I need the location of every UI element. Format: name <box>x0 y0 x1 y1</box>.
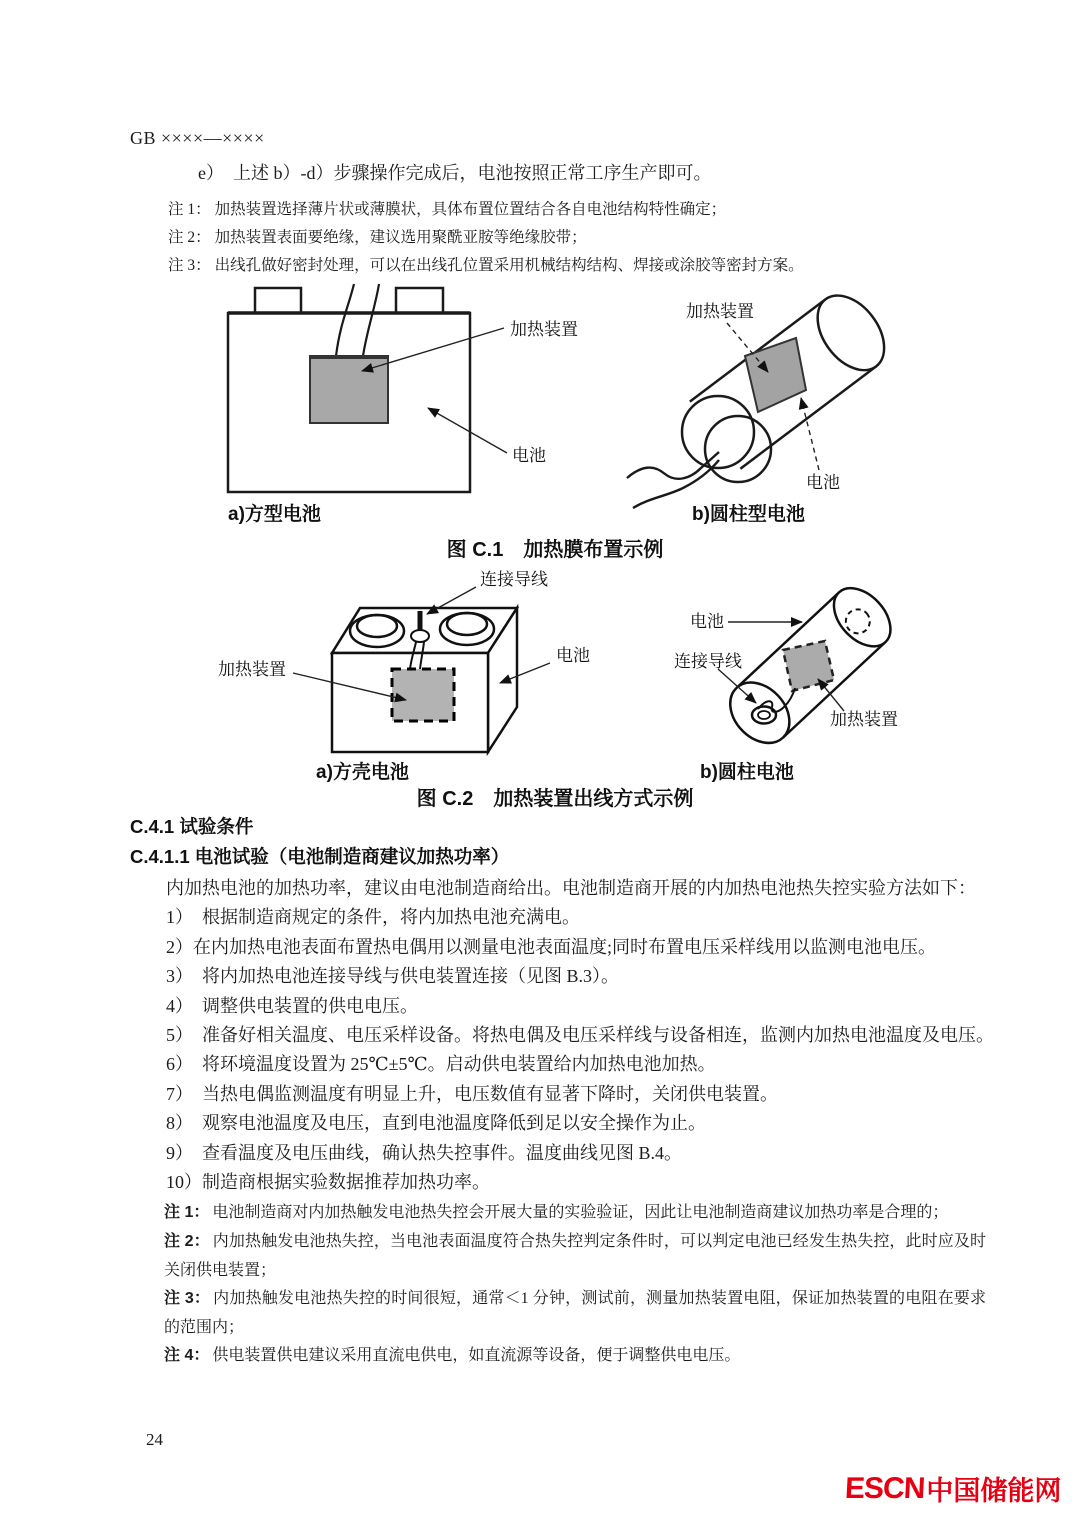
procedure-step: 5） 准备好相关温度、电压采样设备。将热电偶及电压采样线与设备相连，监测内加热电池温度及电压。 <box>166 1025 994 1046</box>
note-line <box>168 224 998 252</box>
note-text: 供电装置供电建议采用直流电供电，如直流源等设备，便于调整供电电压。 <box>212 1347 741 1365</box>
note-label: 注 3： <box>164 1290 211 1308</box>
note-label: 注 3： <box>168 257 211 274</box>
note-text: 加热装置选择薄片状或薄膜状，具体布置位置结合各自电池结构特性确定； <box>214 201 727 218</box>
battery-label: 电池 <box>556 646 590 665</box>
section-intro-paragraph: 内加热电池的加热功率，建议由电池制造商给出。电池制造商开展的内加热电池热失控实验方法如下： <box>166 878 976 898</box>
step-e-paragraph: e） 上述 b）-d）步骤操作完成后，电池按照正常工序生产即可。 <box>198 163 712 183</box>
escn-site-name: 中国储能网 <box>926 1476 1062 1506</box>
procedure-step: 8） 观察电池温度及电压，直到电池温度降低到足以安全操作为止。 <box>166 1113 706 1134</box>
figure-c1 <box>130 272 980 564</box>
heater-label: 加热装置 <box>218 660 286 679</box>
page-number: 24 <box>146 1430 163 1449</box>
heater-label: 加热装置 <box>510 320 578 339</box>
procedure-step: 7） 当热电偶监测温度有明显上升，电压数值有显著下降时，关闭供电装置。 <box>166 1083 778 1104</box>
note-line <box>164 1228 986 1285</box>
escn-watermark-logo <box>845 1469 1061 1508</box>
note-line <box>164 1199 986 1228</box>
figure-c2-caption: 图 C.2 加热装置出线方式示例 <box>416 788 694 810</box>
note-text: 内加热触发电池热失控的时间很短，通常＜1 分钟，测试前，测量加热装置电阻，保证加热装置的电阻在要求的范围内； <box>164 1290 986 1336</box>
note-text: 电池制造商对内加热触发电池热失控会开展大量的实验验证，因此让电池制造商建议加热功率是合理的； <box>212 1204 949 1222</box>
bottom-notes <box>164 1199 986 1371</box>
terminal-tab <box>396 288 443 313</box>
subfigure-a-caption: a)方壳电池 <box>316 762 409 783</box>
heading-c41: C.4.1 试验条件 <box>130 816 254 837</box>
note-label: 注 1： <box>168 201 211 218</box>
heater-patch <box>745 338 806 412</box>
standard-number: GB ××××—×××× <box>130 128 265 148</box>
note-line <box>168 196 998 224</box>
section-c41 <box>130 812 998 1371</box>
heater-label: 加热装置 <box>686 302 754 321</box>
cylinder-end-cap <box>823 577 902 657</box>
wire-label: 连接导线 <box>480 570 548 589</box>
leader-arrow <box>801 398 819 470</box>
note-label: 注 2： <box>168 229 211 246</box>
subfigure-b-caption: b)圆柱型电池 <box>692 504 805 525</box>
note-label: 注 1： <box>164 1204 210 1222</box>
heading-c411: C.4.1.1 电池试验（电池制造商建议加热功率） <box>130 846 510 867</box>
note-label: 注 2： <box>164 1233 210 1251</box>
note-text: 加热装置表面要绝缘，建议选用聚酰亚胺等绝缘胶带； <box>214 229 587 246</box>
note-text: 内加热触发电池热失控，当电池表面温度符合热失控判定条件时，可以判定电池已经发生热失控，此时应及时关闭供电装置； <box>164 1233 986 1279</box>
figure-c1-caption: 图 C.1 加热膜布置示例 <box>446 539 664 561</box>
figure-c2 <box>130 565 980 811</box>
heater-patch-dashed <box>783 641 834 691</box>
top-notes <box>168 196 998 280</box>
procedure-step: 9） 查看温度及电压曲线，确认热失控事件。温度曲线见图 B.4。 <box>166 1142 683 1163</box>
procedure-step: 4） 调整供电装置的供电电压。 <box>166 995 418 1016</box>
cylinder-end-cap <box>804 283 898 383</box>
procedure-step: 1） 根据制造商规定的条件，将内加热电池充满电。 <box>166 907 580 928</box>
escn-logo-text: ESCN <box>844 1471 926 1505</box>
prismatic-battery-drawing <box>228 284 470 492</box>
procedure-step: 6） 将环境温度设置为 25℃±5℃。启动供电装置给内加热电池加热。 <box>166 1054 716 1075</box>
jelly-roll <box>682 396 754 468</box>
note-line <box>164 1342 986 1371</box>
subfigure-a-caption: a)方型电池 <box>228 504 321 525</box>
battery-label: 电池 <box>690 612 724 631</box>
wire-label: 连接导线 <box>674 652 742 671</box>
jelly-roll <box>705 416 771 482</box>
note-label: 注 4： <box>164 1347 210 1365</box>
battery-label: 电池 <box>512 446 546 465</box>
heater-label: 加热装置 <box>830 710 898 729</box>
procedure-step: 3） 将内加热电池连接导线与供电装置连接（见图 B.3）。 <box>166 966 620 987</box>
procedure-step: 10）制造商根据实验数据推荐加热功率。 <box>166 1172 490 1193</box>
subfigure-b-caption: b)圆柱电池 <box>700 762 794 783</box>
procedure-step: 2）在内加热电池表面布置热电偶用以测量电池表面温度;同时布置电压采样线用以监测电池电压。 <box>166 936 936 957</box>
note-text: 出线孔做好密封处理，可以在出线孔位置采用机械结构结构、焊接或涂胶等密封方案。 <box>214 257 804 274</box>
terminal-tab <box>255 288 301 313</box>
battery-label: 电池 <box>806 473 840 492</box>
note-line <box>164 1285 986 1342</box>
heater-patch-dashed <box>392 669 454 721</box>
